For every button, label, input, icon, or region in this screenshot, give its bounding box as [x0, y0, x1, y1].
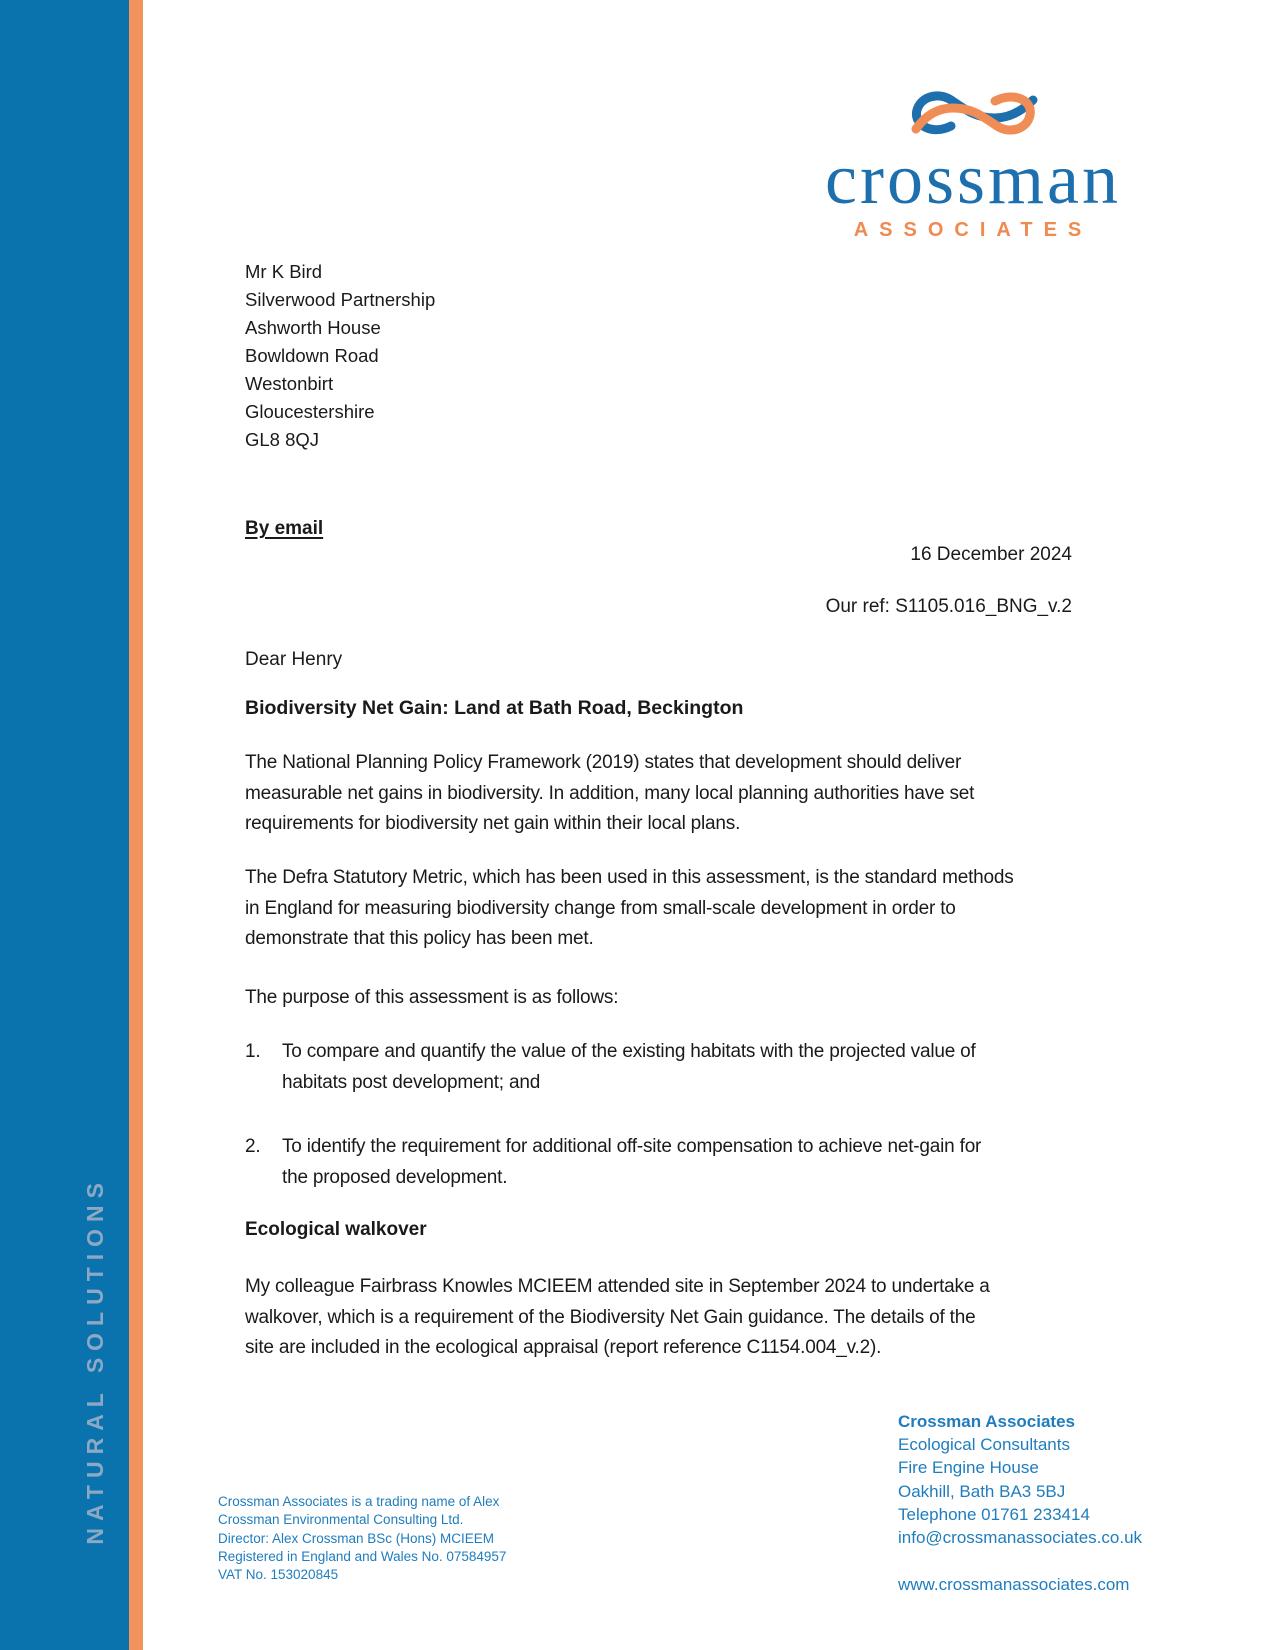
paragraph-line: requirements for biodiversity net gain within their local plans. — [245, 813, 741, 834]
contact-line: Oakhill, Bath BA3 5BJ — [898, 1481, 1066, 1501]
legal-line: VAT No. 153020845 — [218, 1567, 339, 1583]
subject-heading: Biodiversity Net Gain: Land at Bath Road, Beckington — [245, 697, 744, 719]
numbered-item-1 — [245, 1037, 1105, 1098]
paragraph-line: measurable net gains in biodiversity. In addition, many local planning authorities have set — [245, 782, 975, 804]
paragraph-defra-metric — [245, 863, 1105, 955]
paragraph-line: walkover, which is a requirement of the Biodiversity Net Gain guidance. The details of the — [245, 1306, 976, 1328]
paragraph-line: To identify the requirement for additional off-site compensation to achieve net-gain for — [282, 1136, 982, 1157]
paragraph-line: demonstrate that this policy has been met. — [245, 928, 594, 949]
paragraph-nppf — [245, 748, 1105, 840]
paragraph-line: To compare and quantify the value of the existing habitats with the projected value of — [282, 1041, 976, 1062]
list-number: 2. — [245, 1136, 261, 1157]
letter-date: 16 December 2024 — [910, 544, 1072, 565]
sidebar-accent-stripe — [129, 0, 143, 1650]
logo-wordmark: crossman — [825, 139, 1121, 219]
paragraph-line: My colleague Fairbrass Knowles MCIEEM attended site in September 2024 to undertake a — [245, 1276, 990, 1297]
contact-line: Ecological Consultants — [898, 1435, 1070, 1455]
legal-small-print — [218, 1493, 506, 1584]
sidebar-vertical-text: NATURAL SOLUTIONS — [82, 1176, 108, 1545]
address-line: Mr K Bird — [245, 261, 323, 282]
address-line: Bowldown Road — [245, 345, 379, 366]
paragraph-line: the proposed development. — [282, 1166, 508, 1188]
numbered-item-2 — [245, 1132, 1105, 1193]
paragraph-line: The purpose of this assessment is as follows: — [245, 987, 619, 1008]
legal-line: Crossman Environmental Consulting Ltd. — [218, 1512, 464, 1528]
address-line: Ashworth House — [245, 317, 381, 338]
legal-line: Director: Alex Crossman BSc (Hons) MCIEEM — [218, 1530, 495, 1546]
paragraph-line: The National Planning Policy Framework (2019) states that development should deliver — [245, 752, 962, 773]
contact-line-email: info@crossmanassociates.co.uk — [898, 1528, 1143, 1548]
salutation: Dear Henry — [245, 649, 343, 670]
sidebar-bar — [0, 0, 129, 1650]
address-line: GL8 8QJ — [245, 429, 320, 450]
paragraph-line: in England for measuring biodiversity change from small-scale development in order to — [245, 897, 956, 919]
our-reference: Our ref: S1105.016_BNG_v.2 — [825, 596, 1072, 617]
infinity-swoosh-icon — [907, 84, 1039, 140]
address-line: Silverwood Partnership — [245, 289, 436, 310]
list-item-text — [282, 1037, 1105, 1098]
list-item-text — [282, 1132, 1105, 1193]
paragraph-line: The Defra Statutory Metric, which has been used in this assessment, is the standard methods — [245, 867, 1014, 888]
company-website: www.crossmanassociates.com — [898, 1575, 1130, 1594]
delivery-method: By email — [245, 518, 324, 539]
list-number: 1. — [245, 1041, 261, 1062]
company-logo — [792, 84, 1154, 242]
company-name: Crossman Associates — [898, 1412, 1076, 1431]
address-line: Westonbirt — [245, 373, 334, 394]
address-line: Gloucestershire — [245, 401, 375, 422]
company-contact-block — [898, 1410, 1142, 1549]
paragraph-walkover — [245, 1272, 1105, 1364]
legal-line: Registered in England and Wales No. 07584957 — [218, 1548, 507, 1564]
contact-line: Fire Engine House — [898, 1458, 1039, 1478]
legal-line: Crossman Associates is a trading name of Alex — [218, 1494, 500, 1509]
contact-line-telephone: Telephone 01761 233414 — [898, 1504, 1090, 1524]
paragraph-line: habitats post development; and — [282, 1071, 541, 1093]
recipient-address — [245, 258, 435, 454]
logo-subtitle: ASSOCIATES — [853, 219, 1093, 241]
section-heading-ecological-walkover: Ecological walkover — [245, 1219, 427, 1240]
paragraph-purpose — [245, 983, 1105, 1014]
paragraph-line: site are included in the ecological appraisal (report reference C1154.004_v.2). — [245, 1337, 882, 1358]
